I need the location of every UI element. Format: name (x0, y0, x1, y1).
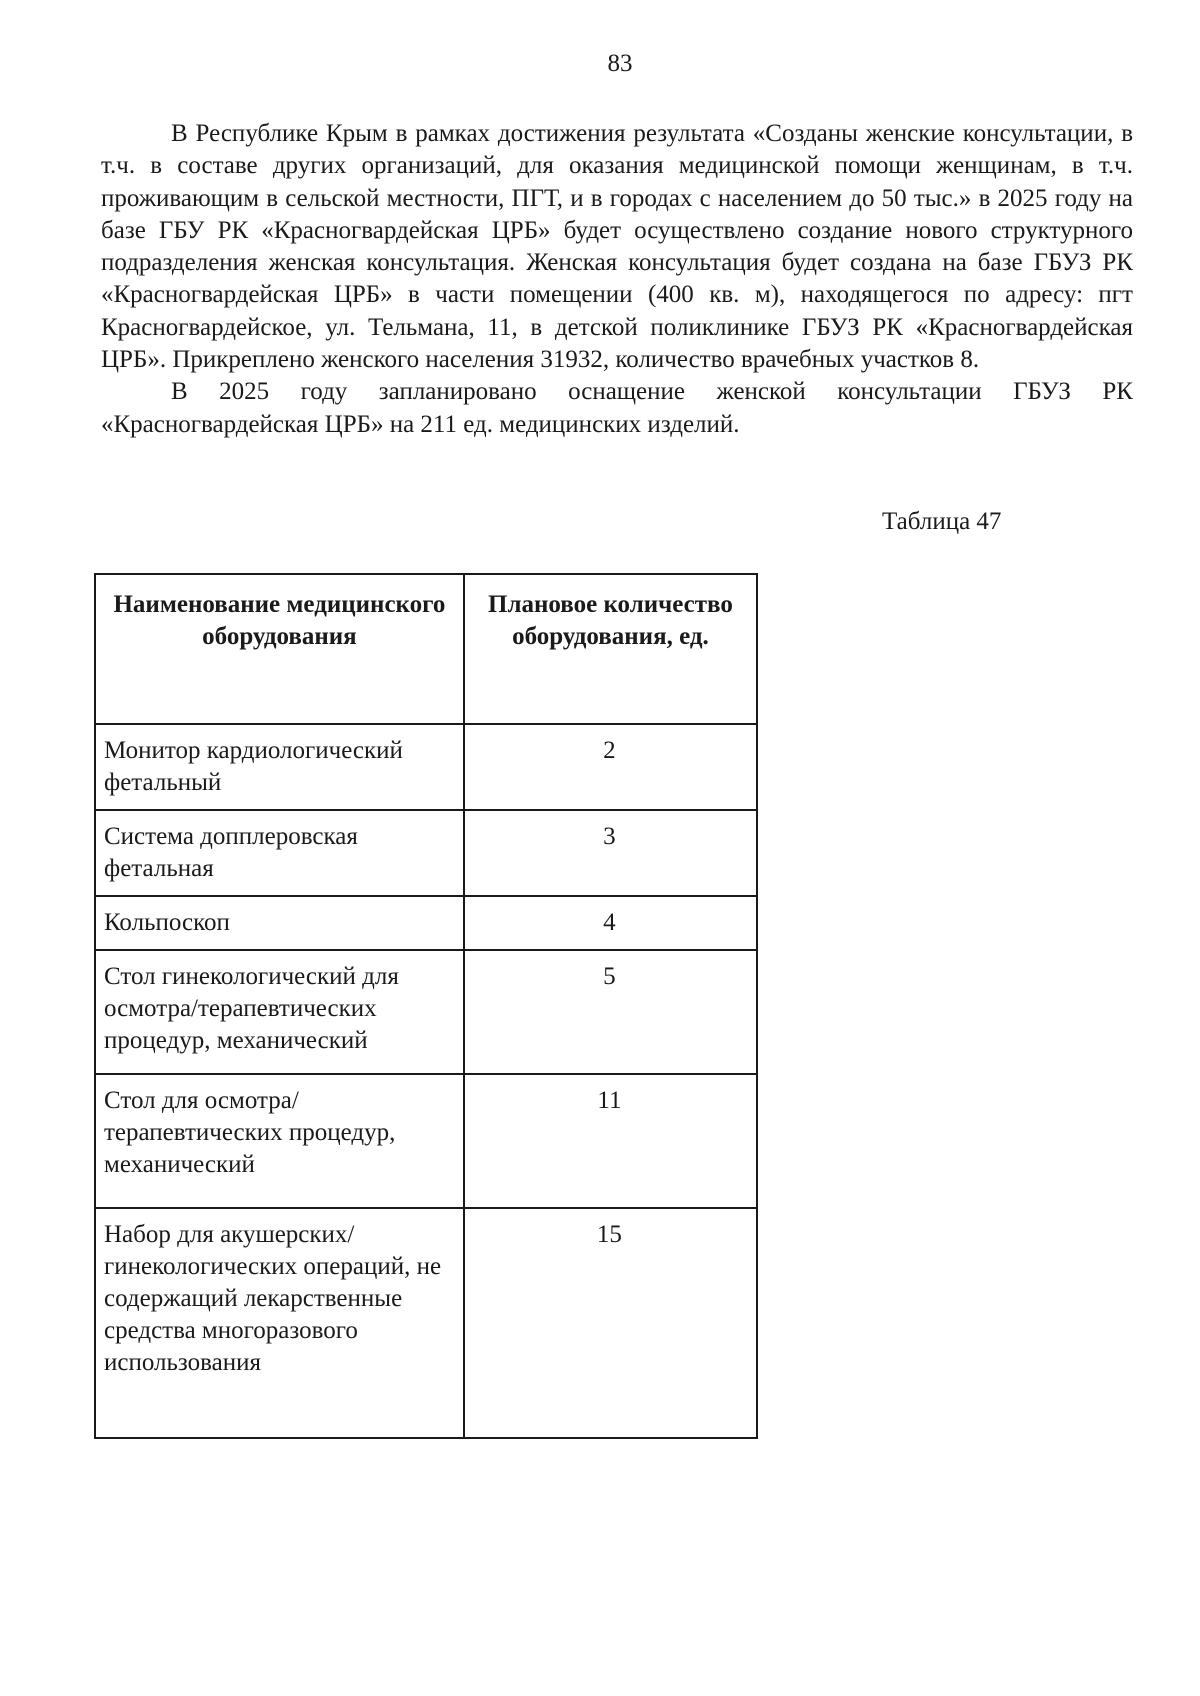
table-header-row (95, 574, 757, 724)
paragraph-1: В Республике Крым в рамках достижения результата «Созданы женские консультации, в т.ч. в составе других организаций, для оказания медицинской помощи женщинам, в т.ч. проживающим в сельской местности, ПГТ, и в городах с населением до 50 тыс.» в 2025 году на базе ГБУ РК «Красногвардейская ЦРБ» будет осуществлено создание нового структурного подразделения женская консультация. Женская консультация будет создана на базе ГБУЗ РК «Красногвардейская ЦРБ» в части помещении (400 кв. м), находящегося по адресу: пгт Красногвардейское, ул. Тельмана, 11, в детской поликлинике ГБУЗ РК «Красногвардейская ЦРБ». Прикреплено женского населения 31932, количество врачебных участков 8. (101, 120, 1133, 374)
quantity-cell: 4 (464, 896, 757, 950)
quantity-cell: 11 (464, 1074, 757, 1208)
equipment-name-cell: Стол для осмотра/терапевтических процедур, механический (95, 1074, 464, 1208)
table-row (95, 724, 757, 810)
header-planned-quantity: Плановое количество оборудования, ед. (464, 574, 757, 724)
quantity-cell: 15 (464, 1208, 757, 1438)
table-row (95, 810, 757, 896)
quantity-cell: 3 (464, 810, 757, 896)
equipment-name-cell: Стол гинекологический для осмотра/терапевтических процедур, механический (95, 950, 464, 1074)
header-equipment-name: Наименование медицинского оборудования (95, 574, 464, 724)
quantity-cell: 5 (464, 950, 757, 1074)
paragraph-2: В 2025 году запланировано оснащение женской консультации ГБУЗ РК «Красногвардейская ЦРБ» на 211 ед. медицинских изделий. (101, 378, 1133, 438)
table-caption: Таблица 47 (882, 508, 1002, 535)
equipment-table (94, 573, 758, 1439)
table-row (95, 950, 757, 1074)
equipment-name-cell: Набор для акушерских/гинекологических операций, не содержащий лекарственные средства многоразового использования (95, 1208, 464, 1438)
table-row (95, 1074, 757, 1208)
equipment-name-cell: Кольпоскоп (95, 896, 464, 950)
body-text (101, 118, 1133, 441)
page-number: 83 (607, 50, 633, 77)
quantity-cell: 2 (464, 724, 757, 810)
equipment-name-cell: Монитор кардиологический фетальный (95, 724, 464, 810)
table-row (95, 896, 757, 950)
equipment-name-cell: Система допплеровская фетальная (95, 810, 464, 896)
table-row (95, 1208, 757, 1438)
